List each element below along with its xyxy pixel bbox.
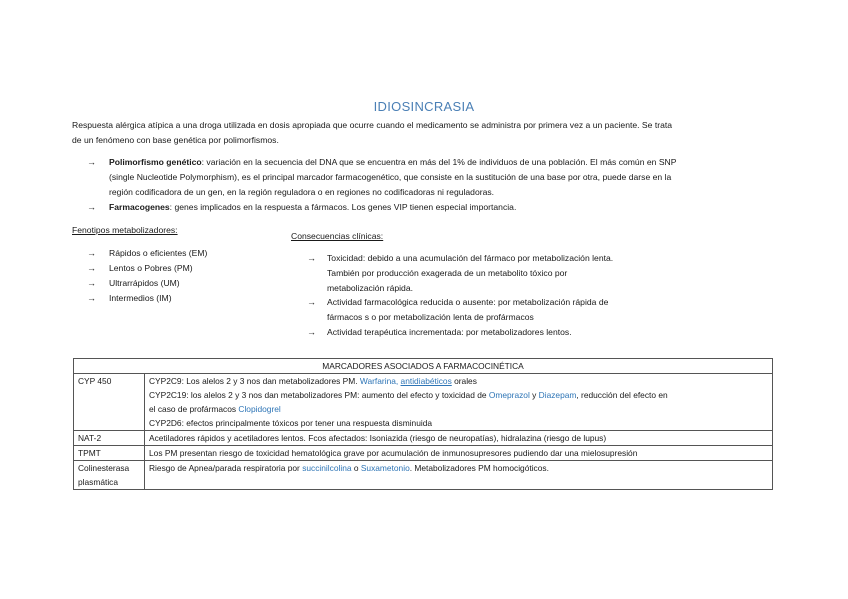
arrow-icon: → (87, 263, 96, 273)
drug-link: antidiabéticos (400, 376, 452, 386)
intro-paragraph (72, 118, 782, 148)
drug-link: Diazepam (538, 390, 577, 400)
intro-line: Respuesta alérgica atípica a una droga utilizada en dosis apropiada que ocurre cuando el medicamento se administra por primera vez a un paciente. Se trata (72, 120, 673, 130)
term-polimorfismo: Polimorfismo genético (109, 157, 202, 167)
arrow-icon: → (87, 248, 96, 258)
row-label: Colinesterasa plasmática (74, 461, 145, 490)
row-content: Riesgo de Apnea/parada respiratoria por succinilcolina o Suxametonio. Metabolizadores PM homocigóticos. (145, 461, 773, 490)
table-row (74, 374, 773, 431)
term-farmacogenes: Farmacogenes (109, 202, 170, 212)
arrow-icon: → (87, 157, 96, 167)
arrow-icon: → (87, 278, 96, 288)
arrow-icon: → (307, 253, 316, 263)
fenotipos-heading: Fenotipos metabolizadores: (72, 225, 178, 235)
marcadores-table (73, 358, 773, 490)
table-header: MARCADORES ASOCIADOS A FARMACOCINÉTICA (74, 359, 773, 374)
row-content: Los PM presentan riesgo de toxicidad hematológica grave por acumulación de inmunosupresores pudiendo dar una mielosupresión (145, 446, 773, 461)
row-label: CYP 450 (74, 374, 145, 431)
drug-link: succinilcolina (302, 463, 352, 473)
intro-line: de un fenómeno con base genética por polimorfismos. (72, 135, 279, 145)
table-header-row (74, 359, 773, 374)
consecuencias-heading: Consecuencias clínicas: (291, 231, 384, 241)
drug-link: Omeprazol (488, 390, 530, 400)
arrow-icon: → (87, 293, 96, 303)
drug-link: Warfarina (359, 376, 396, 386)
arrow-icon: → (307, 327, 316, 337)
page-title: IDIOSINCRASIA (373, 99, 475, 114)
drug-link: Clopidogrel (238, 404, 281, 414)
arrow-icon: → (307, 297, 316, 307)
row-content: CYP2C9: Los alelos 2 y 3 nos dan metabolizadores PM. Warfarina, antidiabéticos orales CYP2C19: los alelos 2 y 3 nos dan metabolizadores PM: aumento del efecto y toxicidad de Omeprazol y Diazepam, reducción del efecto en el caso de profármacos Clopidogrel CYP2D6: efectos principalmente tóxicos por tener una respuesta disminuida (145, 374, 773, 431)
row-label: TPMT (74, 446, 145, 461)
table-row (74, 461, 773, 490)
table-row (74, 446, 773, 461)
row-content: Acetiladores rápidos y acetiladores lentos. Fcos afectados: Isoniazida (riesgo de neuropatías), hidralazina (riesgo de lupus) (145, 431, 773, 446)
table-row (74, 431, 773, 446)
arrow-icon: → (87, 202, 96, 212)
row-label: NAT-2 (74, 431, 145, 446)
drug-link: Suxametonio (360, 463, 410, 473)
